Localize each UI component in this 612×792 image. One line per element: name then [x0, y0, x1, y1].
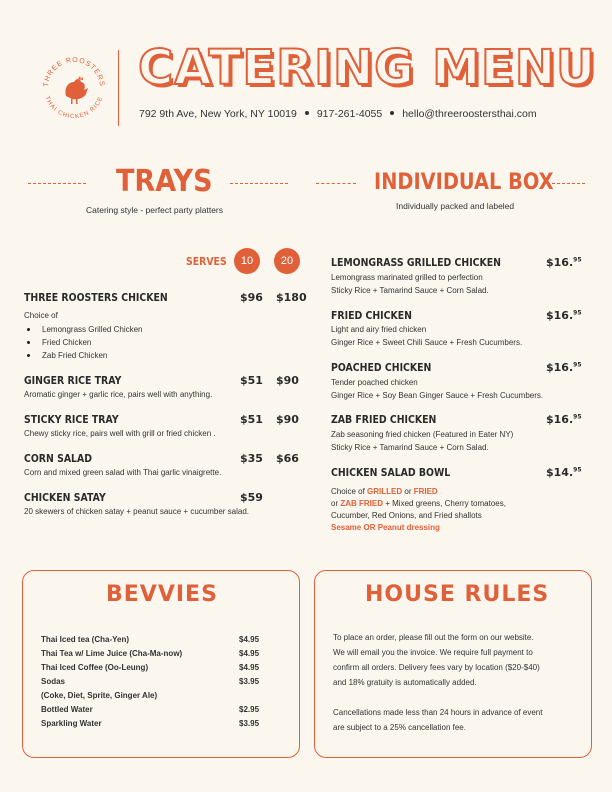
chicken-choice-list [24, 323, 143, 362]
bevvie-price: $4.95 [239, 635, 260, 644]
tray-item-desc: Choice of [24, 311, 58, 320]
tray-item-name: STICKY RICE TRAY [24, 413, 119, 426]
serves-label: SERVES [186, 255, 227, 268]
bevvie-price: $4.95 [239, 649, 260, 658]
divider [547, 183, 585, 184]
rule-spacer [333, 690, 583, 705]
tray-price-10: $35 [240, 452, 263, 465]
email[interactable]: hello@threeroostersthai.com [402, 108, 537, 120]
tray-price-20: $90 [276, 374, 299, 387]
bevvie-name: Thai Tea w/ Lime Juice (Cha-Ma-now) [41, 649, 183, 658]
tray-price-20: $180 [276, 291, 307, 304]
tray-item-desc: Corn and mixed green salad with Thai garlic vinaigrette. [24, 468, 222, 477]
tray-price-10: $59 [240, 491, 263, 504]
individual-box-title: INDIVIDUAL BOX [374, 170, 554, 195]
rule-line: are subject to a 25% cancellation fee. [333, 723, 466, 732]
list-item: Fried Chicken [24, 336, 143, 349]
address: 792 9th Ave, New York, NY 10019 [139, 108, 297, 120]
page-title: CATERING MENU [138, 40, 596, 96]
list-item: Zab Fried Chicken [24, 349, 143, 362]
box-item-sides: Sticky Rice + Tamarind Sauce + Corn Salad. [331, 443, 489, 452]
bevvie-name: Thai Iced Coffee (Oo-Leung) [41, 663, 149, 672]
box-item-name: POACHED CHICKEN [331, 361, 432, 374]
box-item-desc: Zab seasoning fried chicken (Featured in Eater NY) [331, 430, 514, 439]
bevvie-price: $3.95 [239, 677, 260, 686]
rule-line: confirm all orders. Delivery fees vary by location ($20-$40) [333, 663, 540, 672]
rule-line: To place an order, please fill out the form on our website. [333, 633, 534, 642]
tray-item-desc: 20 skewers of chicken satay + peanut sauce + cucumber salad. [24, 507, 250, 516]
phone[interactable]: 917-261-4055 [316, 108, 383, 120]
box-item-name: FRIED CHICKEN [331, 309, 412, 322]
box-item-desc: Tender poached chicken [331, 378, 418, 387]
divider [316, 183, 356, 184]
salad-desc-line: Cucumber, Red Onions, and Fried shallots [331, 511, 482, 520]
tray-item-name: CORN SALAD [24, 452, 93, 465]
bevvie-name: Bottled Water [41, 705, 93, 714]
trays-title: TRAYS [116, 164, 213, 199]
box-item-sides: Ginger Rice + Soy Bean Ginger Sauce + Fresh Cucumbers. [331, 391, 544, 400]
bevvie-price: $3.95 [239, 719, 260, 728]
box-item-price: $16.95 [546, 361, 582, 374]
logo-text-bottom: THAI CHICKEN RICE [43, 95, 105, 121]
house-rules-title: HOUSE RULES [365, 582, 550, 607]
bevvie-name: (Coke, Diet, Sprite, Ginger Ale) [41, 691, 158, 700]
tray-item-desc: Chewy sticky rice, pairs well with grill or fried chicken . [24, 429, 216, 438]
box-item-price: $14.95 [546, 466, 582, 479]
contact-line [139, 108, 537, 120]
box-item-sides: Sticky Rice + Tamarind Sauce + Corn Salad. [331, 286, 489, 295]
three-roosters-logo [38, 52, 110, 124]
rooster-icon [65, 76, 88, 104]
bevvie-name: Sodas [41, 677, 66, 686]
tray-item-desc: Aromatic ginger + garlic rice, pairs well with anything. [24, 390, 213, 399]
list-item: Lemongrass Grilled Chicken [24, 323, 143, 336]
svg-text:THAI CHICKEN RICE [43, 96, 104, 120]
separator-dot [390, 111, 394, 115]
salad-desc-line: or ZAB FRIED + Mixed greens, Cherry tomatoes, [331, 499, 506, 508]
box-item-price: $16.95 [546, 413, 582, 426]
bevvie-price: $4.95 [239, 663, 260, 672]
trays-subtitle: Catering style - perfect party platters [86, 205, 224, 215]
box-item-desc: Lemongrass marinated grilled to perfection [331, 273, 483, 282]
salad-choice-line: Choice of GRILLED or FRIED [331, 487, 438, 496]
divider [28, 183, 86, 184]
box-item-name: LEMONGRASS GRILLED CHICKEN [331, 256, 501, 269]
tray-item-name: GINGER RICE TRAY [24, 374, 122, 387]
divider [230, 183, 288, 184]
tray-price-10: $51 [240, 374, 263, 387]
box-item-sides: Ginger Rice + Sweet Chili Sauce + Fresh Cucumbers. [331, 338, 523, 347]
box-item-price: $16.95 [546, 256, 582, 269]
box-item-name: ZAB FRIED CHICKEN [331, 413, 437, 426]
rule-line: and 18% gratuity is automatically added. [333, 678, 477, 687]
rule-line: Cancellations made less than 24 hours in advance of event [333, 708, 543, 717]
individual-subtitle: Individually packed and labeled [396, 201, 515, 211]
tray-price-20: $66 [276, 452, 299, 465]
bevvies-title: BEVVIES [106, 582, 218, 607]
tray-price-10: $96 [240, 291, 263, 304]
box-item-name: CHICKEN SALAD BOWL [331, 466, 451, 479]
header-divider [118, 50, 119, 126]
bevvie-name: Sparkling Water [41, 719, 102, 728]
serves-20-badge: 20 [274, 248, 300, 274]
box-item-price: $16.95 [546, 309, 582, 322]
logo-text-top: THREE ROOSTERS [42, 56, 106, 88]
rule-line: We will email you the invoice. We require full payment to [333, 648, 533, 657]
bevvie-price: $2.95 [239, 705, 260, 714]
tray-price-10: $51 [240, 413, 263, 426]
tray-item-name: THREE ROOSTERS CHICKEN [24, 291, 168, 304]
separator-dot [305, 111, 309, 115]
tray-price-20: $90 [276, 413, 299, 426]
serves-10-badge: 10 [234, 248, 260, 274]
salad-dressing: Sesame OR Peanut dressing [331, 523, 440, 532]
tray-item-name: CHICKEN SATAY [24, 491, 106, 504]
house-rules-text [333, 630, 583, 735]
box-item-desc: Light and airy fried chicken [331, 325, 427, 334]
bevvie-name: Thai Iced tea (Cha-Yen) [41, 635, 130, 644]
